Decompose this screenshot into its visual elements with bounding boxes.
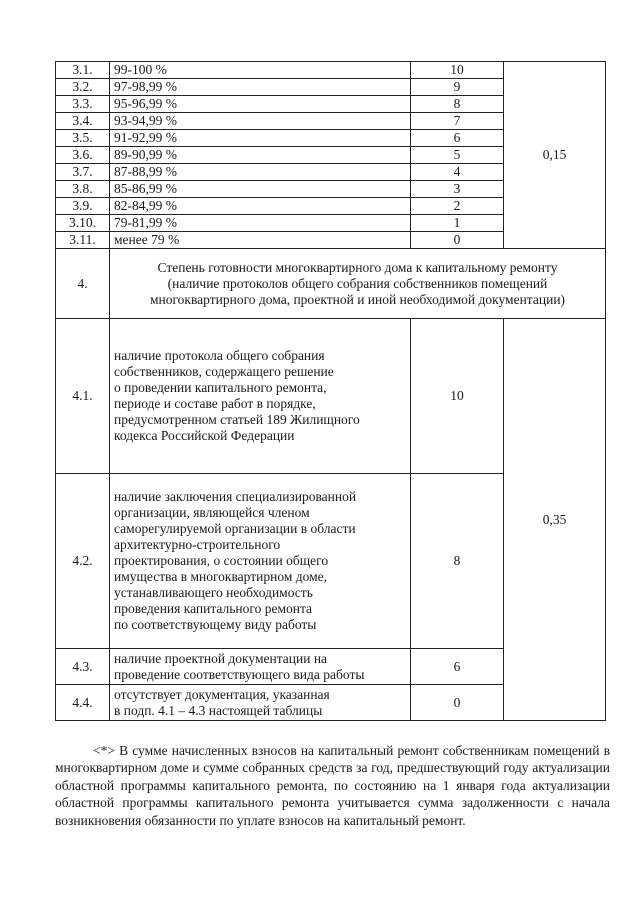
points-value: 2 [411,198,504,215]
row-number: 4. [56,249,110,319]
range-value: 93-94,99 % [110,113,411,130]
table-row [56,62,606,79]
points-value: 3 [411,181,504,198]
criterion-line: предусмотренном статьей 189 Жилищного [114,412,360,427]
row-number: 4.4. [56,685,110,721]
points-value: 5 [411,147,504,164]
range-value: 99-100 % [110,62,411,79]
row-number: 3.5. [56,130,110,147]
row-number: 3.2. [56,79,110,96]
row-number: 3.10. [56,215,110,232]
criterion-line: кодекса Российской Федерации [114,428,295,443]
table-row [56,319,606,474]
criterion-line: наличие протокола общего собрания [114,348,325,363]
criterion-line: отсутствует документация, указанная [114,686,330,702]
criterion-line: организации, являющейся членом [114,505,310,520]
range-value: 79-81,99 % [110,215,411,232]
points-value: 8 [411,96,504,113]
points-value: 0 [411,232,504,249]
criterion-text [110,474,411,649]
criterion-line: наличие заключения специализированной [114,489,357,504]
row-number: 3.11. [56,232,110,249]
row-number: 3.9. [56,198,110,215]
range-value: 85-86,99 % [110,181,411,198]
section4-header-line: Степень готовности многоквартирного дома к капитальному ремонту [157,259,558,275]
row-number: 3.6. [56,147,110,164]
criterion-line: о проведении капитального ремонта, [114,380,327,395]
row-number: 4.1. [56,319,110,474]
range-value: 95-96,99 % [110,96,411,113]
range-value: 82-84,99 % [110,198,411,215]
row-number: 4.2. [56,474,110,649]
criterion-line: проектирования, о состоянии общего [114,553,329,568]
row-number: 3.7. [56,164,110,181]
criteria-table [55,61,606,721]
row-number: 3.8. [56,181,110,198]
range-value: менее 79 % [110,232,411,249]
criterion-text [110,685,411,721]
points-value: 7 [411,113,504,130]
row-number: 3.4. [56,113,110,130]
points-value: 10 [411,62,504,79]
section4-header-line: многоквартирного дома, проектной и иной необходимой документации) [149,291,566,307]
section3-weight: 0,15 [504,62,606,249]
criterion-line: устанавливающего необходимость [114,585,313,600]
points-value: 10 [411,319,504,474]
points-value: 6 [411,130,504,147]
range-value: 89-90,99 % [110,147,411,164]
footnote: <*> В сумме начисленных взносов на капитальный ремонт собственникам помещений в многоквартирном доме и сумме собранных средств за год, предшествующий году актуализации областной программы капитального ремонта, по состоянию на 1 января года актуализации областной программы капитального ремонта учитывается сумма задолженности с начала возникновения обязанности по уплате взносов на капитальный ремонт. [55,743,610,828]
criterion-line: в подп. 4.1 – 4.3 настоящей таблицы [114,702,323,718]
criterion-line: проведения капитального ремонта [114,601,313,616]
section4-weight: 0,35 [504,319,606,721]
section4-header-row [56,249,606,319]
criterion-line: проведение соответствующего вида работы [114,666,365,682]
points-value: 9 [411,79,504,96]
row-number: 4.3. [56,649,110,685]
row-number: 3.1. [56,62,110,79]
criterion-line: архитектурно-строительного [114,537,281,552]
row-number: 3.3. [56,96,110,113]
range-value: 97-98,99 % [110,79,411,96]
section4-header-line: (наличие протоколов общего собрания собственников помещений [167,275,548,291]
criterion-line: по соответствующему виду работы [114,617,317,632]
criterion-text [110,649,411,685]
section4-header [110,249,606,319]
points-value: 6 [411,649,504,685]
criterion-line: собственников, содержащего решение [114,364,334,379]
points-value: 4 [411,164,504,181]
criterion-line: периоде и составе работ в порядке, [114,396,316,411]
criterion-line: имущества в многоквартирном доме, [114,569,328,584]
criterion-line: саморегулируемой организации в области [114,521,356,536]
range-value: 87-88,99 % [110,164,411,181]
points-value: 8 [411,474,504,649]
points-value: 1 [411,215,504,232]
points-value: 0 [411,685,504,721]
criterion-text [110,319,411,474]
range-value: 91-92,99 % [110,130,411,147]
criterion-line: наличие проектной документации на [114,650,328,666]
